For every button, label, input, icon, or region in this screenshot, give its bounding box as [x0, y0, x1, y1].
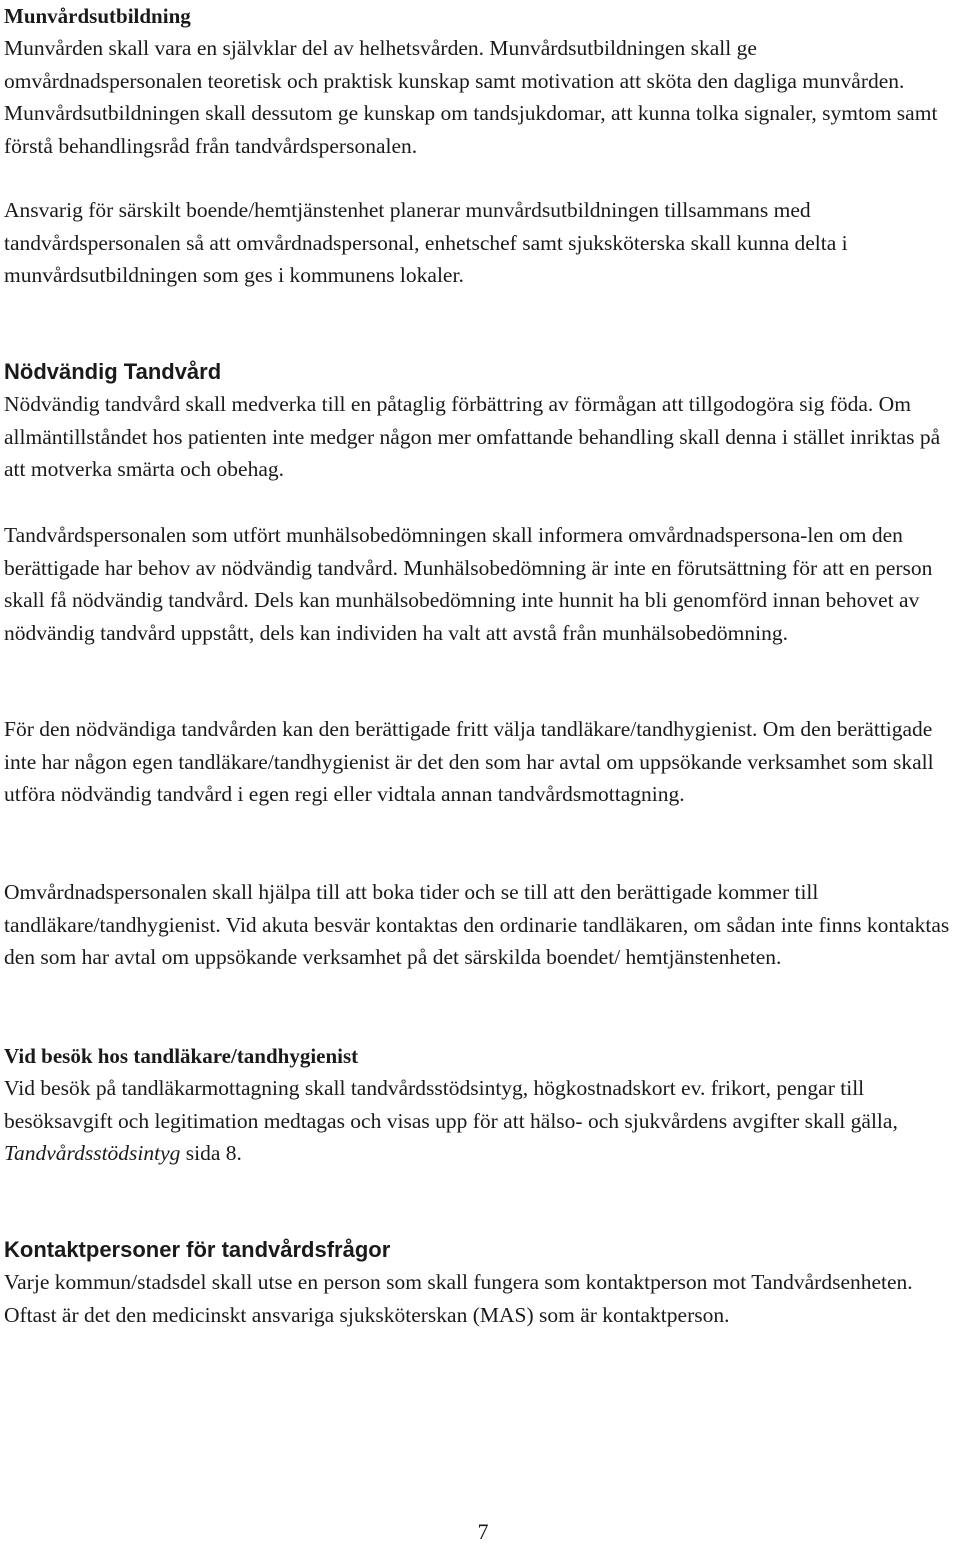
paragraph-text: sida 8.	[180, 1141, 242, 1165]
section-nodvandig-p4	[4, 876, 958, 974]
heading-kontaktpersoner: Kontaktpersoner för tandvårdsfrågor	[4, 1237, 391, 1262]
heading-munvardsutbildning: Munvårdsutbildning	[4, 4, 191, 28]
heading-nodvandig-tandvard: Nödvändig Tandvård	[4, 359, 222, 384]
section-munvardsutbildning	[4, 0, 958, 162]
section-nodvandig-p3	[4, 713, 958, 811]
paragraph: Varje kommun/stadsdel skall utse en person som skall fungera som kontaktperson mot Tandvårdsenheten. Oftast är det den medicinskt ansvariga sjuksköterskan (MAS) som är kontaktperson.	[4, 1270, 913, 1327]
paragraph: Tandvårdspersonalen som utfört munhälsobedömningen skall informera omvårdnadspersona-len om den berättigade har behov av nödvändig tandvård. Munhälsobedömning är inte en förutsättning för att en person skall få nödvändig tandvård. Dels kan munhälsobedömning inte hunnit ha bli genomförd innan behovet av nödvändig tandvård uppstått, dels kan individen ha valt att avstå från munhälsobedömning.	[4, 523, 933, 645]
document-reference: Tandvårdsstödsintyg	[4, 1141, 181, 1165]
section-besok	[4, 1040, 958, 1170]
paragraph	[4, 1072, 958, 1170]
paragraph-text: Vid besök på tandläkarmottagning skall tandvårdsstödsintyg, högkostnadskort ev. frikort, pengar till besöksavgift och legitimation medtagas och visas upp för att hälso- och sjukvårdens avgifter skall gälla,	[4, 1076, 898, 1133]
section-nodvandig-tandvard	[4, 356, 958, 486]
heading-besok: Vid besök hos tandläkare/tandhygienist	[4, 1044, 359, 1068]
paragraph: Nödvändig tandvård skall medverka till en påtaglig förbättring av förmågan att tillgodogöra sig föda. Om allmäntillståndet hos patienten inte medger någon mer omfattande behandling skall denna i stället inriktas på att motverka smärta och obehag.	[4, 392, 941, 481]
paragraph: Munvården skall vara en självklar del av helhetsvården. Munvårdsutbildningen skall ge omvårdnadspersonalen teoretisk och praktisk kunskap samt motivation att sköta den dagliga munvården. Munvårdsutbildningen skall dessutom ge kunskap om tandsjukdomar, att kunna tolka signaler, symtom samt förstå behandlingsråd från tandvårdspersonalen.	[4, 36, 938, 158]
paragraph: Ansvarig för särskilt boende/hemtjänstenhet planerar munvårdsutbildningen tillsammans med tandvårdspersonalen så att omvårdnadspersonal, enhetschef samt sjuksköterska skall kunna delta i munvårdsutbildningen som ges i kommunens lokaler.	[4, 198, 848, 287]
section-nodvandig-p2	[4, 519, 958, 649]
page-number: 7	[477, 1519, 489, 1544]
section-munvard-ansvar	[4, 194, 958, 292]
paragraph: För den nödvändiga tandvården kan den berättigade fritt välja tandläkare/tandhygienist. Om den berättigade inte har någon egen tandläkare/tandhygienist är det den som har avtal om uppsökande verksamhet som skall utföra nödvändig tandvård i egen regi eller vidtala annan tandvårdsmottagning.	[4, 717, 934, 806]
paragraph: Omvårdnadspersonalen skall hjälpa till att boka tider och se till att den berättigade kommer till tandläkare/tandhygienist. Vid akuta besvär kontaktas den ordinarie tandläkaren, om sådan inte finns kontaktas den som har avtal om uppsökande verksamhet på det särskilda boendet/ hemtjänstenheten.	[4, 880, 950, 969]
section-kontaktpersoner	[4, 1234, 958, 1331]
